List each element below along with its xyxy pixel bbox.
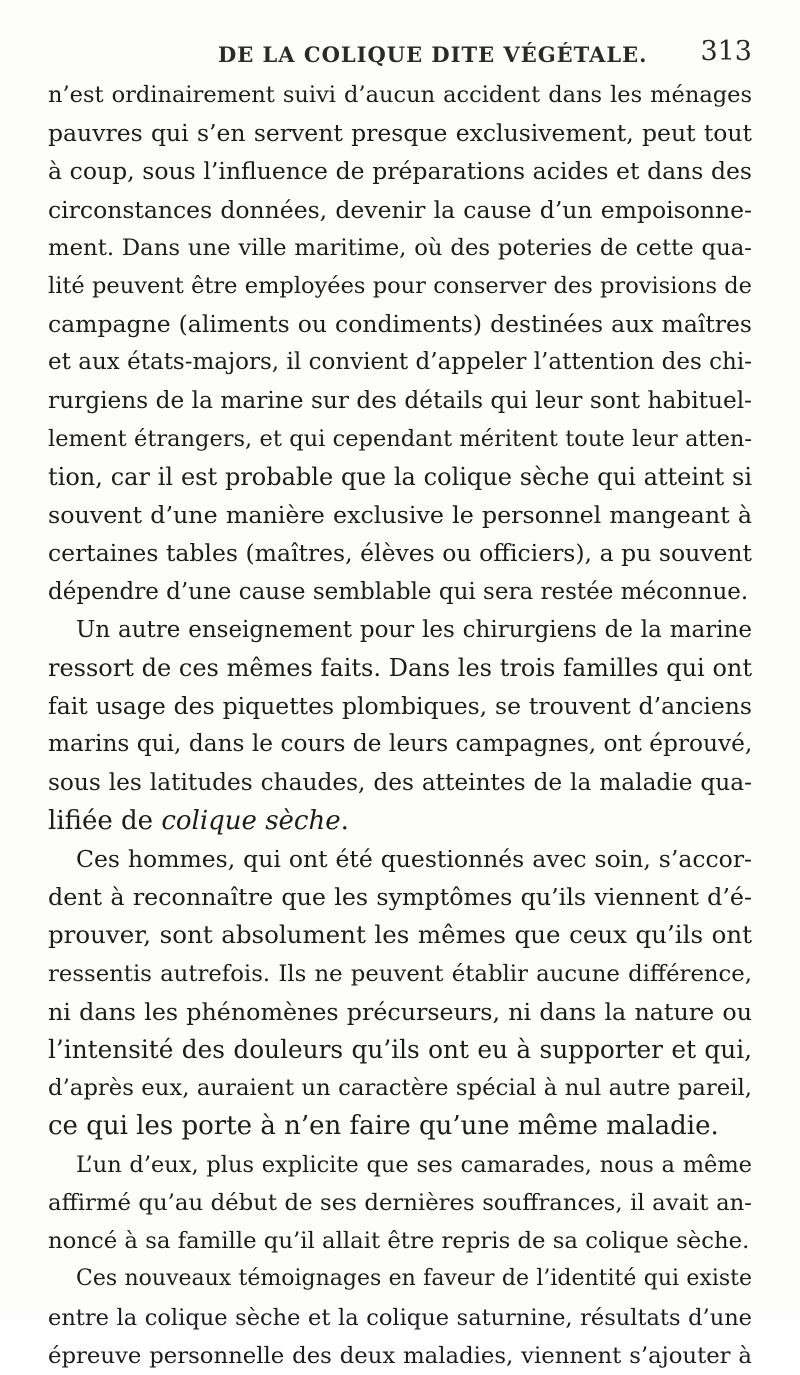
text-line: l’intensité des douleurs qu’ils ont eu à supporter et qui, [48,1035,752,1065]
text-line: pauvres qui s’en servent presque exclusivement, peut tout [48,119,752,148]
text-line: ni dans les phénomènes précurseurs, ni dans la nature ou [48,997,752,1026]
text-line: sous les latitudes chaudes, des atteintes de la maladie qua- [48,768,752,796]
text-line [48,802,752,840]
text-line: ressort de ces mêmes faits. Dans les trois familles qui ont [48,654,752,683]
text-line: L’un d’eux, plus explicite que ses camarades, nous a même [76,1151,752,1178]
text-line: prouver, sont absolument les mêmes que ceux qu’ils ont [48,920,752,950]
text-line: tion, car il est probable que la colique sèche qui atteint si [48,463,752,492]
italic-term: colique sèche [161,805,341,836]
text-line: dépendre d’une cause semblable qui sera restée méconnue. [48,578,749,605]
text-line: campagne (aliments ou condiments) destinées aux maîtres [48,310,752,339]
text-line: et aux états-majors, il convient d’appeler l’attention des chi- [48,349,752,376]
paragraph-5 [48,1260,752,1375]
page-number: 313 [700,36,752,67]
text-line: à coup, sous l’influence de préparations acides et dans des [48,157,752,186]
text-line: lement étrangers, et qui cependant méritent toute leur atten- [48,425,752,452]
text-line: fait usage des piquettes plombiques, se trouvent d’anciens [48,692,752,721]
text-line: ce qui les porte à n’en faire qu’une même maladie. [48,1111,719,1142]
paragraph-2 [48,611,752,840]
text-line: affirmé qu’au début de ses dernières souffrances, il avait an- [48,1189,752,1216]
text-line: épreuve personnelle des deux maladies, viennent s’ajouter à [48,1342,752,1369]
text-line: Un autre enseignement pour les chirurgiens de la marine [76,616,752,643]
paragraph-1 [48,76,752,611]
paragraph-3 [48,840,752,1146]
running-head [48,34,752,74]
text-line: d’après eux, auraient un caractère spécial à nul autre pareil, [48,1075,752,1102]
text-line: noncé à sa famille qu’il allait être repris de sa colique sèche. [48,1228,750,1255]
text-line: Ces nouveaux témoignages en faveur de l’identité qui existe [76,1266,752,1292]
text-line: entre la colique sèche et la colique saturnine, résultats d’une [48,1304,752,1331]
text-line: souvent d’une manière exclusive le personnel mangeant à [48,501,752,530]
text-line: n’est ordinairement suivi d’aucun accident dans les ménages [48,82,752,108]
text-fragment: lifiée de [48,805,162,836]
text-line: Ces hommes, qui ont été questionnés avec soin, s’accor- [76,845,752,874]
paragraph-4 [48,1146,752,1261]
text-fragment: . [340,805,349,836]
text-line: rurgiens de la marine sur des détails qui leur sont habituel- [48,386,752,414]
text-line: marins qui, dans le cours de leurs campagnes, ont éprouvé, [48,730,753,758]
text-line: dent à reconnaître que les symptômes qu’ils viennent d’é- [48,883,752,912]
text-line: circonstances données, devenir la cause d’un empoisonne- [48,195,752,224]
running-title: DE LA COLIQUE DITE VÉGÉTALE. [218,42,648,67]
text-line: ressentis autrefois. Ils ne peuvent établir aucune différence, [48,960,752,987]
text-line: lité peuvent être employées pour conserver des provisions de [48,273,752,300]
body-text [48,76,752,1375]
text-line: ment. Dans une ville maritime, où des poteries de cette qua- [48,234,752,261]
text-line: certaines tables (maîtres, élèves ou officiers), a pu souvent [48,539,752,568]
